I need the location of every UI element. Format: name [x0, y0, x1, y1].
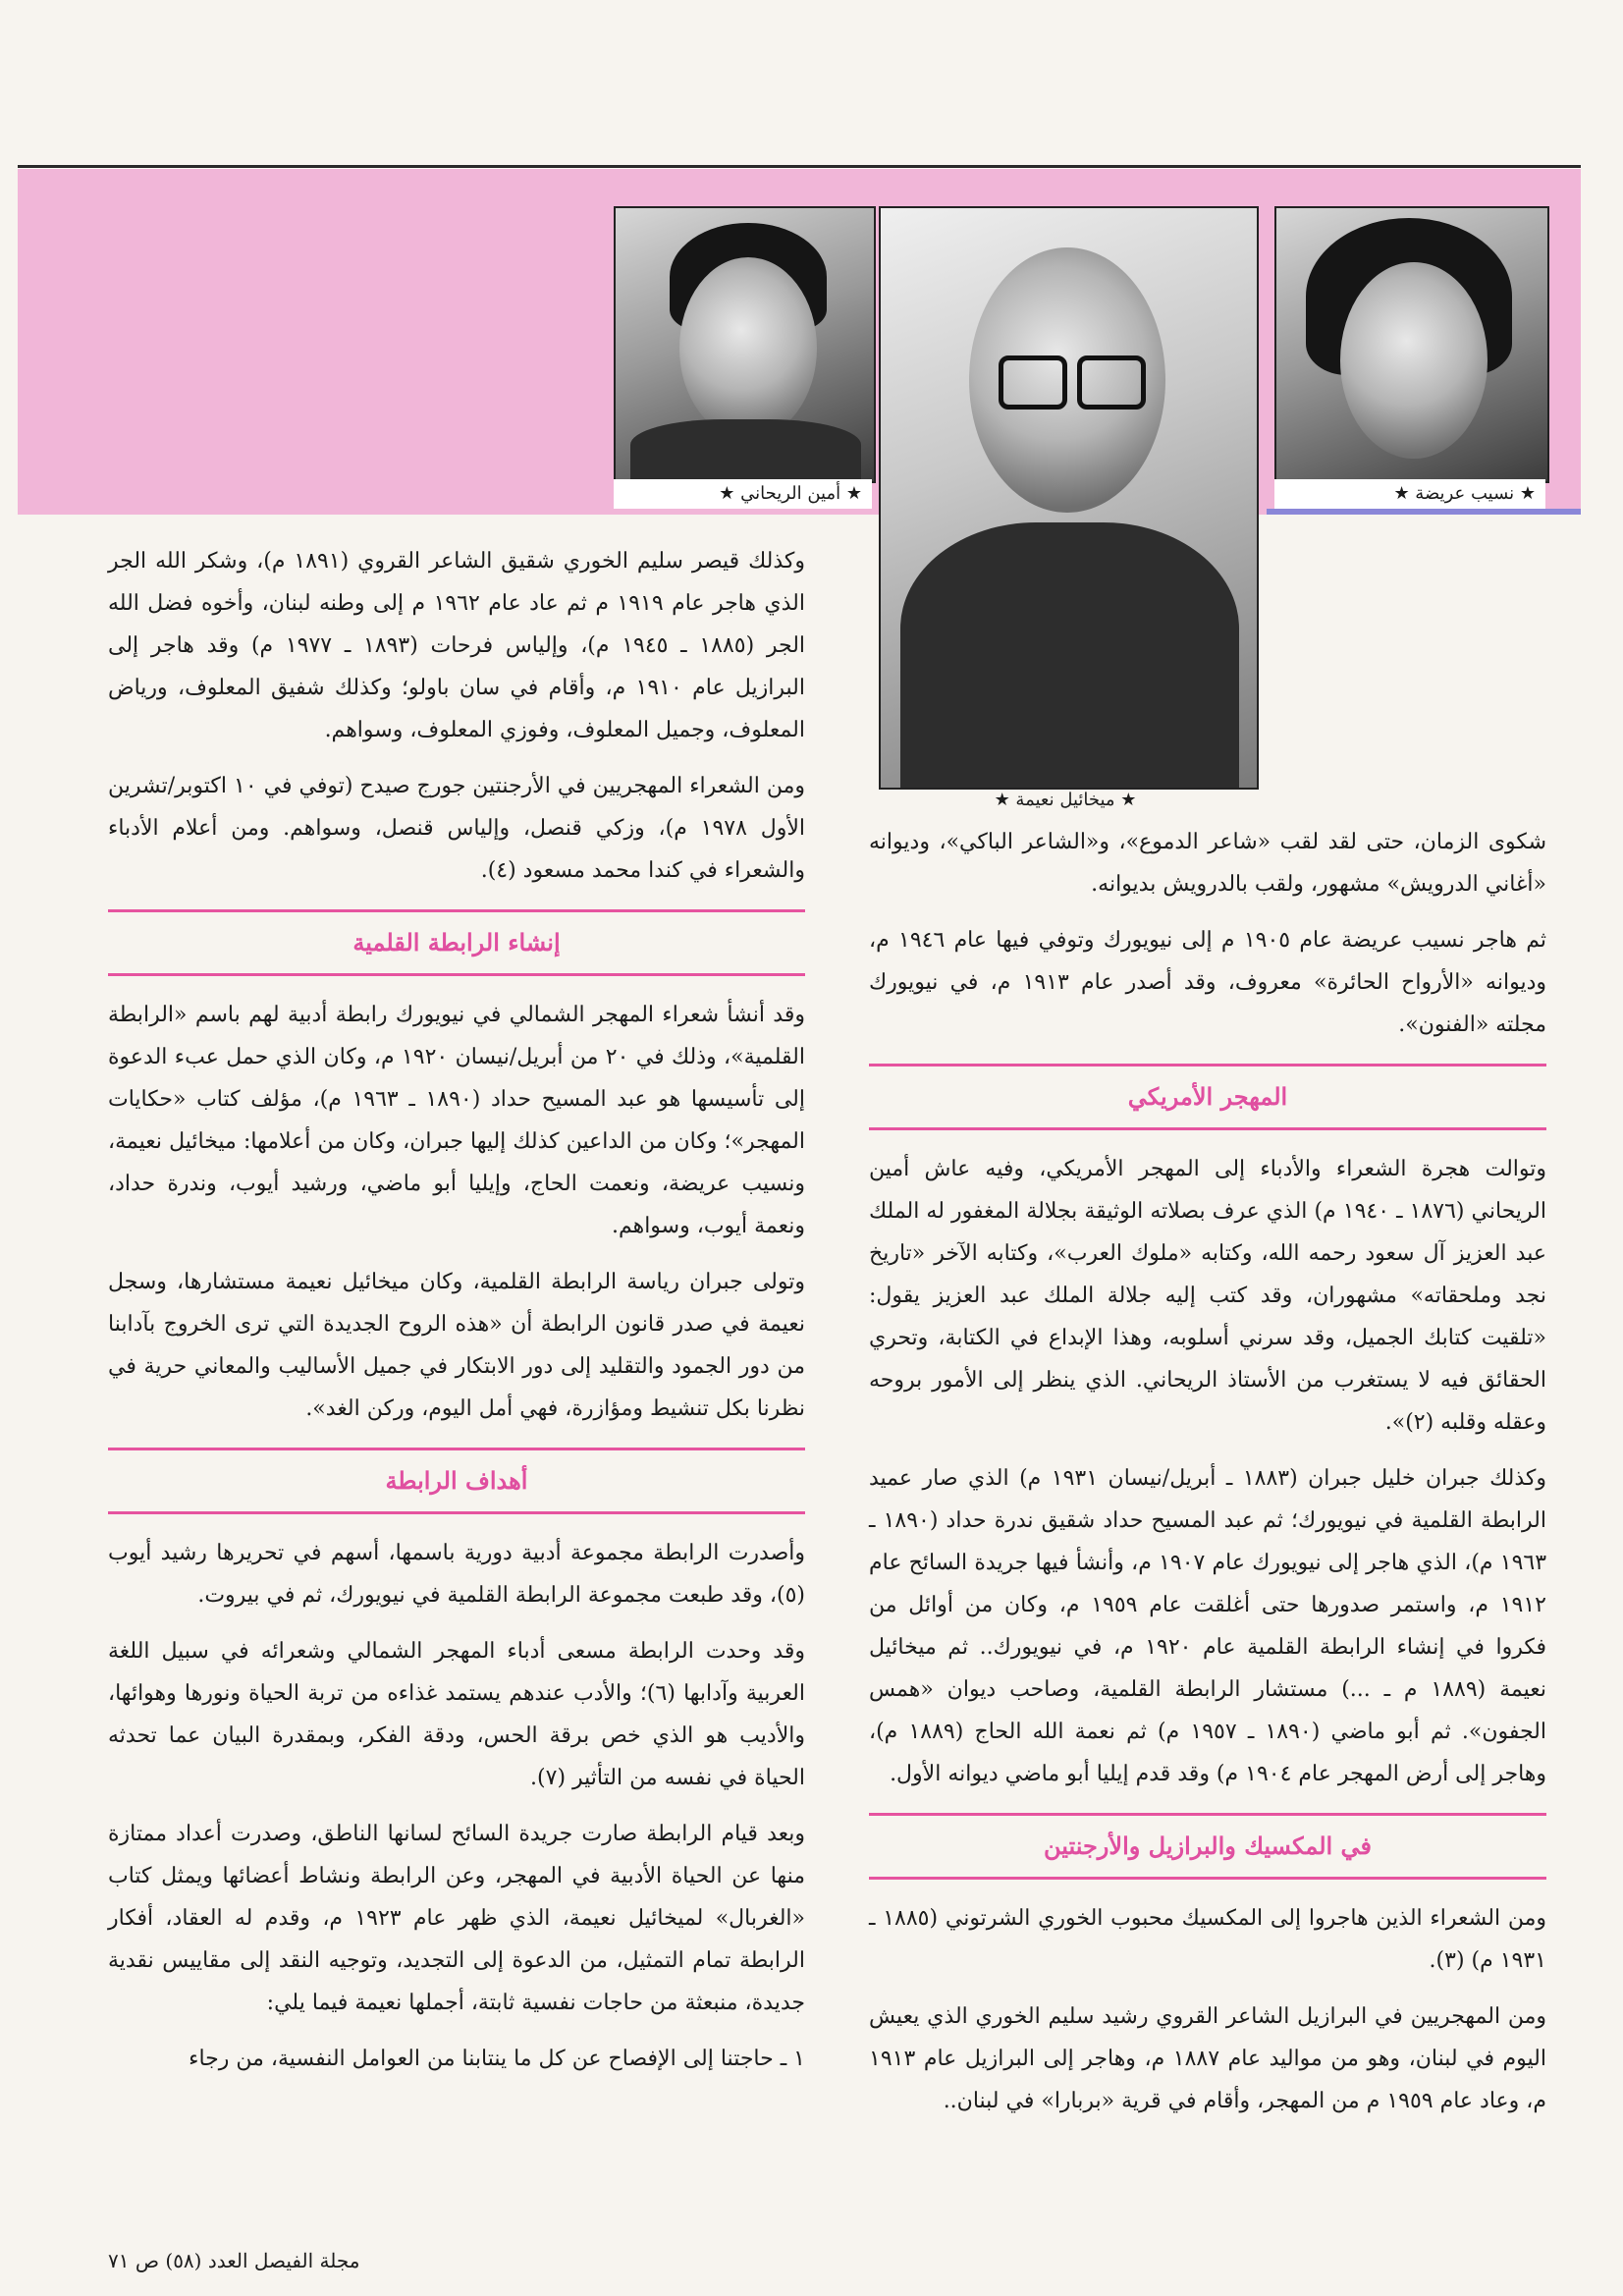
- right-paragraph-2: ثم هاجر نسيب عريضة عام ١٩٠٥ م إلى نيويورك وتوفي فيها عام ١٩٤٦ م، وديوانه «الأرواح الحائرة» معروف، وقد أصدر عام ١٩١٣ م، في نيويورك مجلته «الفنون».: [869, 928, 1547, 1037]
- left-paragraph-3: وقد أنشأ شعراء المهجر الشمالي في نيويورك رابطة أدبية لهم باسم «الرابطة القلمية»، وذلك في ٢٠ من أبريل/نيسان ١٩٢٠ م، وكان الذي حمل عبء الدعوة إلى تأسيسها هو عبد المسيح حداد (١٨٩٠ ـ ١٩٦٣ م)، مؤلف كتاب «حكايات المهجر»؛ وكان من الداعين كذلك إليها جبران، وكان من أعلامها: ميخائيل نعيمة، ونسيب عريضة، ونعمت الحاج، وإيليا أبو ماضي، ورشيد أيوب، وندرة حداد، ونعمة أيوب، وسواهم.: [108, 1003, 806, 1238]
- left-paragraph-5: وأصدرت الرابطة مجموعة أدبية دورية باسمها، أسهم في تحريرها رشيد أيوب (٥)، وقد طبعت مجموعة الرابطة القلمية في نيويورك، ثم في بيروت.: [108, 1541, 805, 1608]
- photo-nasib-arida: [1274, 206, 1549, 483]
- right-paragraph-6: ومن المهجريين في البرازيل الشاعر القروي رشيد سليم الخوري الذي يعيش اليوم في لبنان، وهو من مواليد عام ١٨٨٧ م، وهاجر إلى البرازيل عام ١٩١٣ م، وعاد عام ١٩٥٩ م من المهجر، وأقام في قرية «بربارا» في لبنان..: [869, 2004, 1546, 2113]
- section-heading-league-goals: أهداف الرابطة: [108, 1448, 805, 1514]
- section-heading-mexico-brazil-argentina: في المكسيك والبرازيل والأرجنتين: [869, 1813, 1546, 1880]
- left-column: [108, 540, 805, 2094]
- left-paragraph-8: ١ ـ حاجتنا إلى الإفصاح عن كل ما ينتابنا من العوامل النفسية، من رجاء: [189, 2047, 805, 2071]
- left-paragraph-2: ومن الشعراء المهجريين في الأرجنتين جورج صيدح (توفي في ١٠ اكتوبر/تشرين الأول ١٩٧٨ م)، وزكي قنصل، وإلياس قنصل، وسواهم. ومن أعلام الأدباء والشعراء في كندا محمد مسعود (٤).: [108, 774, 806, 883]
- right-paragraph-3: وتوالت هجرة الشعراء والأدباء إلى المهجر الأمريكي، وفيه عاش أمين الريحاني (١٨٧٦ ـ ١٩٤٠ م) الذي عرف بصلاته الوثيقة بجلالة المغفور له الملك عبد العزيز آل سعود رحمه الله، وكتابه «ملوك العرب»، وكتابه الآخر «تاريخ نجد وملحقاته» مشهوران، وقد كتب إليه جلالة الملك عبد العزيز يقول: «تلقيت كتابك الجميل، وقد سرني أسلوبه، وهذا الإبداع في الكتابة، وتحري الحقائق فيه لا يستغرب من الأستاذ الريحاني. الذي ينظر إلى الأمور بروحه وعقله وقلبه (٢)».: [869, 1157, 1546, 1435]
- photo-mikhail-naima: [879, 206, 1259, 790]
- left-paragraph-4: وتولى جبران رياسة الرابطة القلمية، وكان ميخائيل نعيمة مستشارها، وسجل نعيمة في صدر قانون الرابطة أن «هذه الروح الجديدة التي ترى الخروج بآدابنا من دور الجمود والتقليد إلى دور الابتكار في جميل الأساليب والمعاني حرية في نظرنا بكل تنشيط ومؤازرة، فهي أمل اليوم، وركن الغد».: [108, 1270, 805, 1421]
- left-paragraph-1: وكذلك قيصر سليم الخوري شقيق الشاعر القروي (١٨٩١ م)، وشكر الله الجر الذي هاجر عام ١٩١٩ م ثم عاد عام ١٩٦٢ م إلى وطنه لبنان، وأخوه فضل الله الجر (١٨٨٥ ـ ١٩٤٥ م)، وإلياس فرحات (١٨٩٣ ـ ١٩٧٧ م) وقد هاجر إلى البرازيل عام ١٩١٠ م، وأقام في سان باولو؛ وكذلك شفيق المعلوف، ورياض المعلوف، وجميل المعلوف، وفوزي المعلوف، وسواهم.: [108, 549, 806, 742]
- section-heading-pen-league-founding: إنشاء الرابطة القلمية: [108, 909, 805, 976]
- caption-ameen-rihani: ★ أمين الريحاني ★: [614, 479, 872, 509]
- left-paragraph-6: وقد وحدت الرابطة مسعى أدباء المهجر الشمالي وشعرائه في سبيل اللغة العربية وآدابها (٦)؛ والأدب عندهم يستمد غذاءه من تربة الحياة ونورها وهوائها، والأديب هو الذي خص برقة الحس، ودقة الفكر، وبمقدرة البيان عما تحدثه الحياة في نفسه من التأثير (٧).: [108, 1639, 805, 1790]
- page-footer: مجلة الفيصل العدد (٥٨) ص ٧١: [108, 2249, 360, 2272]
- right-paragraph-4: وكذلك جبران خليل جبران (١٨٨٣ ـ أبريل/نيسان ١٩٣١ م) الذي صار عميد الرابطة القلمية في نيويورك؛ ثم عبد المسيح حداد شقيق ندرة حداد (١٨٩٠ ـ ١٩٦٣ م)، الذي هاجر إلى نيويورك عام ١٩٠٧ م، وأنشأ فيها جريدة السائح عام ١٩١٢ م، واستمر صدورها حتى أغلقت عام ١٩٥٩ م، وكان من أوائل من فكروا في إنشاء الرابطة القلمية عام ١٩٢٠ م، في نيويورك.. ثم ميخائيل نعيمة (١٨٨٩ م ـ ...) مستشار الرابطة القلمية، وصاحب ديوان «همس الجفون». ثم أبو ماضي (١٨٩٠ ـ ١٩٥٧ م) ثم نعمة الله الحاج (١٨٨٩ م)، وهاجر إلى أرض المهجر عام ١٩٠٤ م) وقد قدم إيليا أبو ماضي ديوانه الأول.: [869, 1466, 1547, 1786]
- section-heading-american-mahjar: المهجر الأمريكي: [869, 1064, 1546, 1130]
- right-column: [869, 821, 1546, 2136]
- header-accent-rule: [1267, 509, 1581, 515]
- caption-mikhail-naima: ★ ميخائيل نعيمة ★: [994, 790, 1137, 810]
- right-paragraph-1: شكوى الزمان، حتى لقد لقب «شاعر الدموع»، و«الشاعر الباكي»، وديوانه «أغاني الدرويش» مشهور، ولقب بالدرويش بديوانه.: [869, 830, 1546, 897]
- right-paragraph-5: ومن الشعراء الذين هاجروا إلى المكسيك محبوب الخوري الشرتوني (١٨٨٥ ـ ١٩٣١ م) (٣).: [869, 1906, 1546, 1973]
- photo-ameen-rihani: [614, 206, 876, 483]
- caption-nasib-arida: ★ نسيب عريضة ★: [1274, 479, 1545, 509]
- top-rule: [18, 165, 1581, 168]
- left-paragraph-7: وبعد قيام الرابطة صارت جريدة السائح لسانها الناطق، وصدرت أعداد ممتازة منها عن الحياة الأدبية في المهجر، وعن الرابطة ونشاط أعضائها ويمثل كتاب «الغربال» لميخائيل نعيمة، الذي ظهر عام ١٩٢٣ م، وقدم له العقاد، أفكار الرابطة تمام التمثيل، من الدعوة إلى التجديد، وتوجيه النقد إلى مقاييس نقدية جديدة، منبعثة من حاجات نفسية ثابتة، أجملها نعيمة فيما يلي:: [108, 1822, 805, 2015]
